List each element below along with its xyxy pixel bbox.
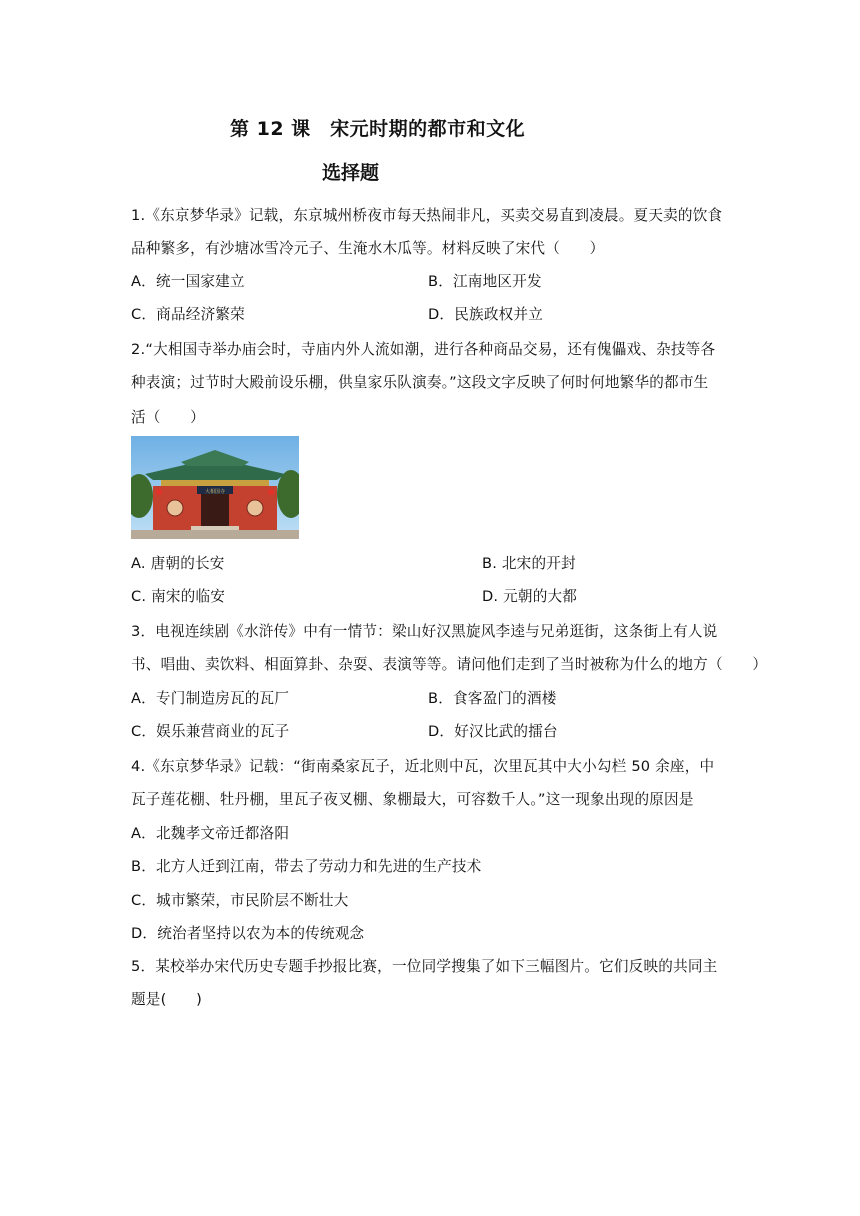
question-1-option-c: C．商品经济繁荣 xyxy=(131,306,245,323)
section-title: 选择题 xyxy=(322,162,380,184)
question-5-line-1: 5．某校举办宋代历史专题手抄报比赛，一位同学搜集了如下三幅图片。它们反映的共同主 xyxy=(131,958,718,975)
question-2-option-b: B. 北宋的开封 xyxy=(482,555,576,572)
question-4-line-1: 4.《东京梦华录》记载：“街南桑家瓦子，近北则中瓦，次里瓦其中大小勾栏 50 余座，中 xyxy=(131,758,715,775)
lesson-title: 第 12 课 宋元时期的都市和文化 xyxy=(230,118,526,140)
question-2-option-a: A. 唐朝的长安 xyxy=(131,555,225,572)
question-3-option-c: C．娱乐兼营商业的瓦子 xyxy=(131,723,290,740)
question-1-option-d: D．民族政权并立 xyxy=(428,306,543,323)
question-3-option-d: D．好汉比武的擂台 xyxy=(428,723,558,740)
question-2-option-c: C. 南宋的临安 xyxy=(131,588,226,605)
question-3-line-1: 3．电视连续剧《水浒传》中有一情节：梁山好汉黑旋风李逵与兄弟逛街，这条街上有人说 xyxy=(131,623,718,640)
question-4-option-a: A．北魏孝文帝迁都洛阳 xyxy=(131,825,290,842)
question-3-line-2: 书、唱曲、卖饮料、相面算卦、杂耍、表演等等。请问他们走到了当时被称为什么的地方（ ） xyxy=(131,656,768,673)
question-4-option-d: D．统治者坚持以农为本的传统观念 xyxy=(131,925,365,942)
question-1-option-a: A．统一国家建立 xyxy=(131,273,245,290)
question-3-option-a: A．专门制造房瓦的瓦厂 xyxy=(131,690,290,707)
temple-sign: 大相国寺 xyxy=(204,489,226,495)
question-3-option-b: B．食客盈门的酒楼 xyxy=(428,690,557,707)
question-1-option-b: B．江南地区开发 xyxy=(428,273,542,290)
question-2-option-d: D. 元朝的大都 xyxy=(482,588,578,605)
question-2-line-3: 活（ ） xyxy=(131,409,205,426)
question-4-line-2: 瓦子莲花棚、牡丹棚，里瓦子夜叉棚、象棚最大，可容数千人。”这一现象出现的原因是 xyxy=(131,791,694,808)
question-2-line-2: 种表演；过节时大殿前设乐棚，供皇家乐队演奏。”这段文字反映了何时何地繁华的都市生 xyxy=(131,374,709,391)
question-4-option-b: B．北方人迁到江南，带去了劳动力和先进的生产技术 xyxy=(131,858,482,875)
question-2-line-1: 2.“大相国寺举办庙会时，寺庙内外人流如潮，进行各种商品交易，还有傀儡戏、杂技等各 xyxy=(131,341,716,358)
question-5-line-2: 题是( ) xyxy=(131,991,202,1008)
question-1-line-1: 1.《东京梦华录》记载，东京城州桥夜市每天热闹非凡，买卖交易直到凌晨。夏天卖的饮食 xyxy=(131,207,723,224)
question-4-option-c: C．城市繁荣，市民阶层不断壮大 xyxy=(131,892,349,909)
temple-gate-photo xyxy=(131,436,299,539)
question-1-line-2: 品种繁多，有沙塘冰雪冷元子、生淹水木瓜等。材料反映了宋代（ ） xyxy=(131,240,605,257)
